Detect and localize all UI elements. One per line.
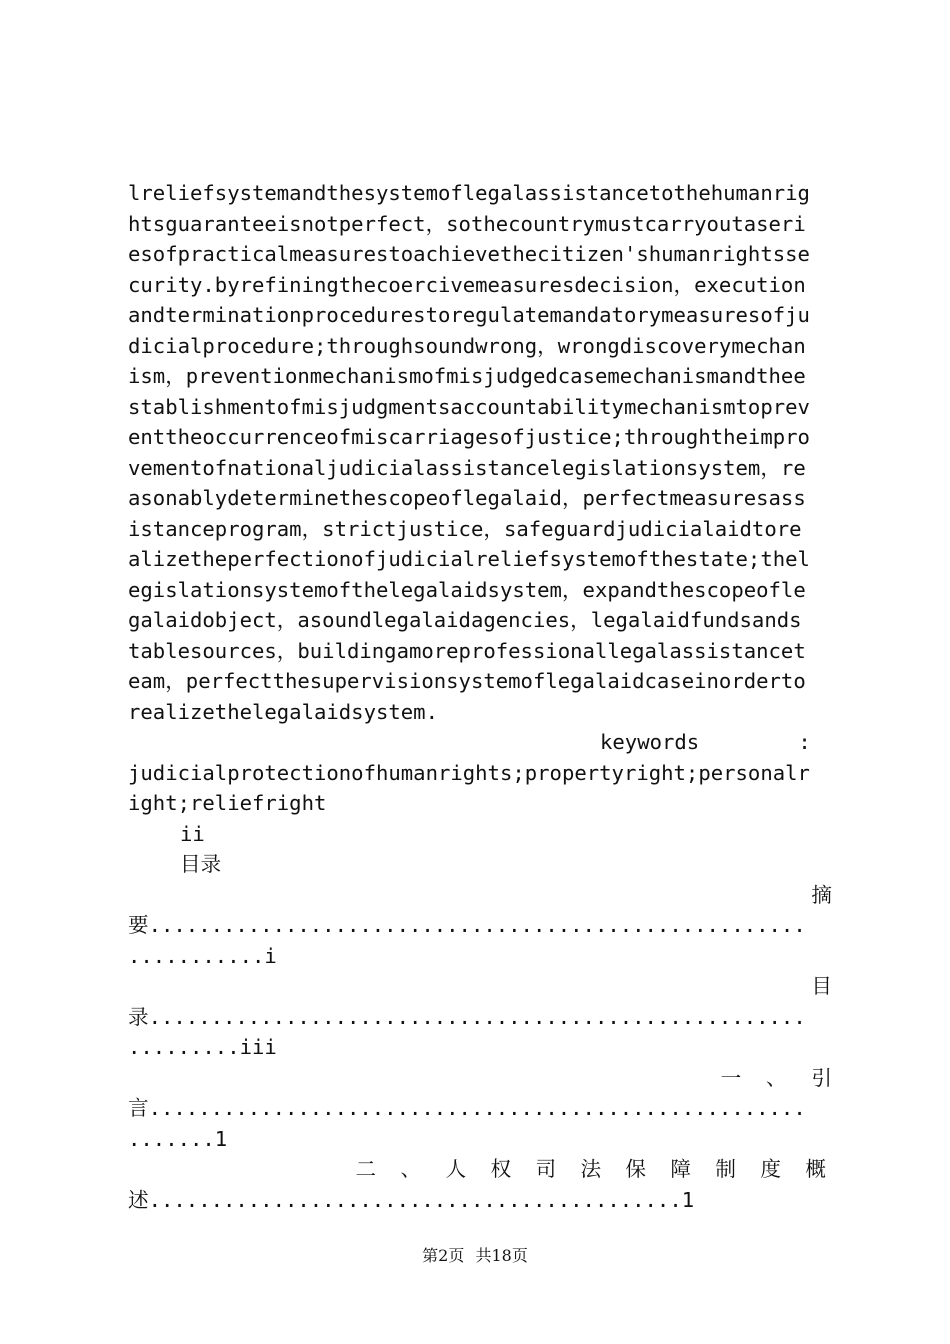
keywords-label: keywords : xyxy=(600,730,811,754)
abstract-line: vementofnationaljudicialassistancelegislationsystem，re xyxy=(128,455,806,480)
toc-entry-2-head: 目 xyxy=(811,974,832,998)
toc-entry-1-head: 摘 xyxy=(811,882,832,907)
abstract-line: asonablydeterminethescopeoflegalaid，perfectmeasuresass xyxy=(128,486,806,510)
footer-page-number: 第2页 xyxy=(422,1246,465,1265)
abstract-line: enttheoccurrenceofmiscarriagesofjustice;throughtheimpro xyxy=(128,425,810,449)
abstract-line: egislationsystemofthelegalaidsystem，expandthescopeofle xyxy=(128,577,806,602)
toc-entry-4-head: 二 、 人 权 司 法 保 障 制 度 概 xyxy=(355,1157,832,1181)
abstract-line: stablishmentofmisjudgmentsaccountabilitymechanismtoprev xyxy=(128,394,810,419)
abstract-line: andterminationprocedurestoregulatemandatorymeasuresofju xyxy=(128,303,810,327)
abstract-line: galaidobject，asoundlegalaidagencies，legalaidfundsands xyxy=(128,608,802,632)
abstract-paragraph xyxy=(128,178,832,697)
abstract-line: dicialprocedure;throughsoundwrong，wrongdiscoverymechan xyxy=(128,333,806,358)
abstract-line: ism，preventionmechanismofmisjudgedcasemechanismandthee xyxy=(128,364,806,388)
page-footer xyxy=(0,1243,950,1266)
page-roman-numeral: ii xyxy=(180,821,205,846)
toc-entry-1-leader: 要..................................................... xyxy=(128,913,806,937)
abstract-line: htsguaranteeisnotperfect，sothecountrymustcarryoutaseri xyxy=(128,211,806,236)
toc-entry-2-page: .........iii xyxy=(128,1035,277,1059)
toc-entry-2-leader: 录..................................................... xyxy=(128,1004,806,1029)
toc-entry-3-leader: 言..................................................... xyxy=(128,1096,806,1120)
abstract-line: curity.byrefiningthecoercivemeasuresdecision，execution xyxy=(128,272,806,297)
toc-entry-3-page: .......1 xyxy=(128,1126,228,1151)
page-body xyxy=(128,178,832,1215)
keywords-line-2: ight;reliefright xyxy=(128,791,327,815)
keywords-line-1: judicialprotectionofhumanrights;propertyright;personalr xyxy=(128,760,810,785)
toc-entry-1-page: ...........i xyxy=(128,943,277,968)
abstract-line: alizetheperfectionofjudicialreliefsystemofthestate;thel xyxy=(128,547,810,571)
abstract-last-line: realizethelegalaidsystem. xyxy=(128,699,438,724)
abstract-line: tablesources，buildingamoreprofessionallegalassistancet xyxy=(128,638,806,663)
toc-entry-3-head: 一 、 引 xyxy=(720,1065,832,1090)
abstract-line: lreliefsystemandthesystemoflegalassistancetothehumanrig xyxy=(128,181,810,205)
toc-entry-4-leader: 述...........................................1 xyxy=(128,1187,695,1212)
abstract-line: esofpracticalmeasurestoachievethecitizen'shumanrightsse xyxy=(128,242,810,266)
toc-heading: 目录 xyxy=(180,852,222,876)
abstract-line: eam，perfectthesupervisionsystemoflegalaidcaseinorderto xyxy=(128,669,806,693)
footer-total-pages: 共18页 xyxy=(475,1246,528,1265)
abstract-line: istanceprogram，strictjustice，safeguardjudicialaidtore xyxy=(128,516,802,541)
